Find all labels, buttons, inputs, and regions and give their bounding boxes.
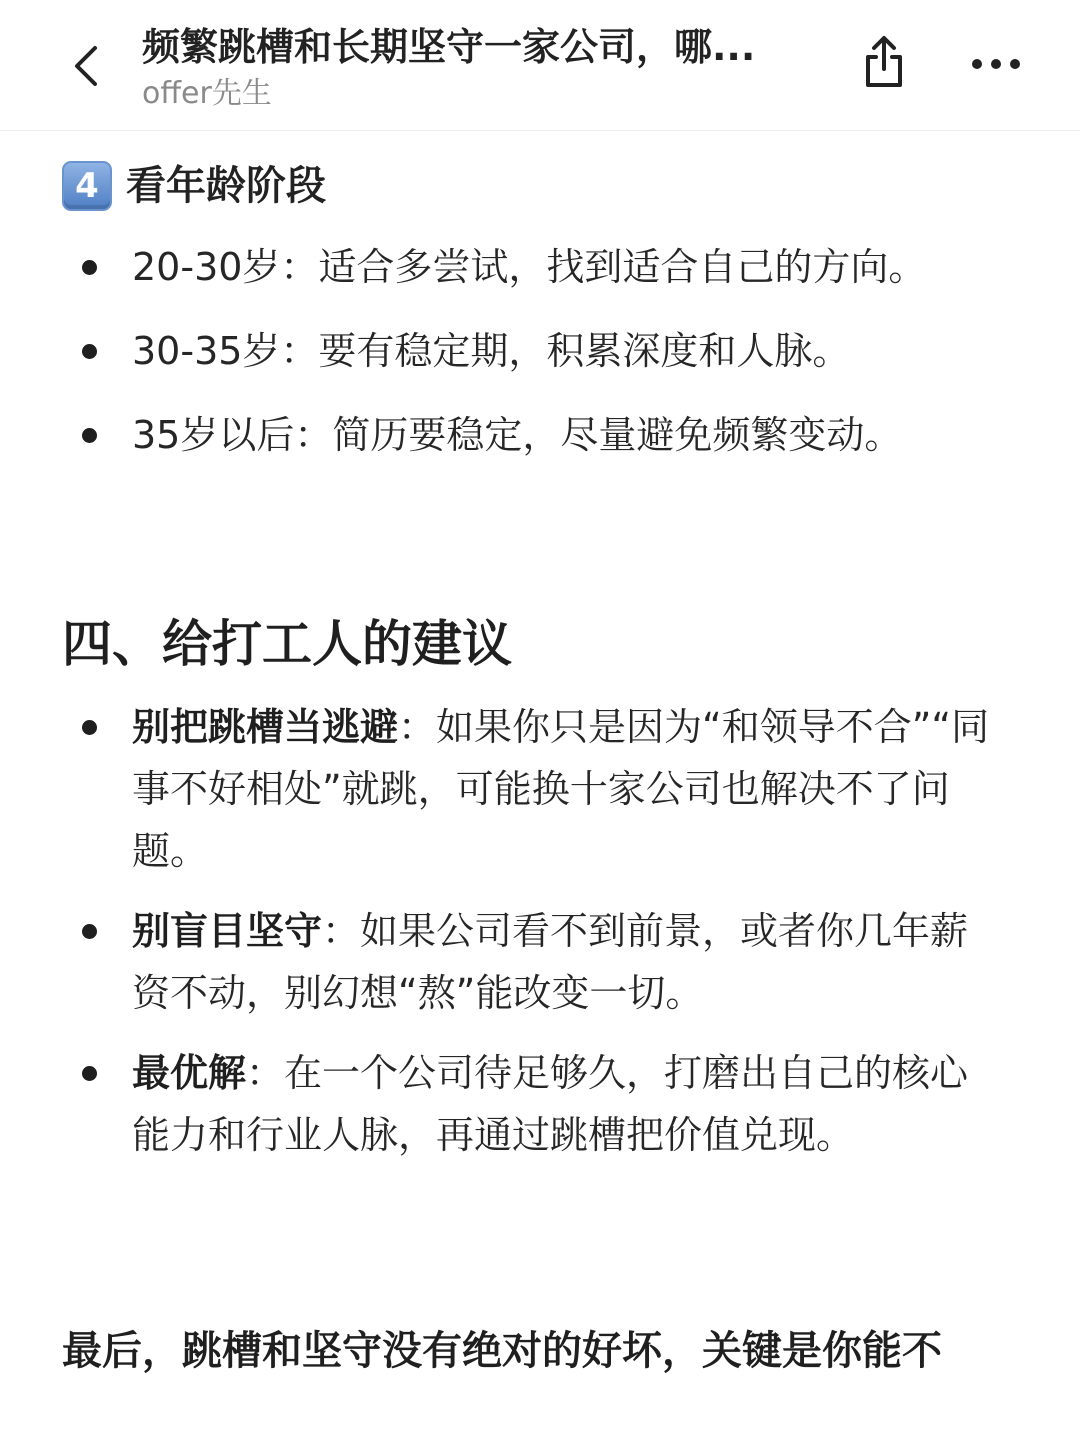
list-item-text: 20-30岁：适合多尝试，找到适合自己的方向。 (132, 245, 927, 289)
chevron-left-icon (71, 44, 101, 88)
list-item (62, 696, 1002, 882)
list-item-text: 30-35岁：要有稳定期，积累深度和人脉。 (132, 329, 851, 373)
more-dots-icon (971, 58, 1021, 70)
advice-label: 别盲目坚守 (132, 909, 323, 953)
list-item (62, 404, 1022, 466)
list-item (62, 236, 1022, 298)
share-icon (862, 35, 906, 89)
advice-text: ：如果你只是因为“和领导不合”“同事不好相处”就跳，可能换十家公司也解决不了问题。 (132, 705, 990, 873)
bullet-icon (82, 1066, 97, 1081)
advice-text: ：在一个公司待足够久，打磨出自己的核心能力和行业人脉，再通过跳槽把价值兑现。 (132, 1051, 969, 1157)
list-item (62, 1042, 1002, 1166)
more-button[interactable] (966, 44, 1026, 84)
note-title: 频繁跳槽和长期坚守一家公司，哪... (142, 25, 756, 69)
bullet-icon (82, 924, 97, 939)
list-item (62, 320, 1022, 382)
bullet-icon (82, 344, 97, 359)
advice-list (62, 696, 1002, 1184)
age-heading-text: 看年龄阶段 (126, 163, 326, 209)
bullet-icon (82, 260, 97, 275)
bullet-icon (82, 428, 97, 443)
list-item (62, 900, 1002, 1024)
age-section-heading (62, 158, 326, 214)
list-item-text: 35岁以后：简历要稳定，尽量避免频繁变动。 (132, 413, 903, 457)
age-list (62, 236, 1022, 488)
back-button[interactable] (62, 40, 110, 92)
advice-text: ：如果公司看不到前景，或者你几年薪资不动，别幻想“熬”能改变一切。 (132, 909, 969, 1015)
advice-label: 别把跳槽当逃避 (132, 705, 399, 749)
top-bar (0, 0, 1080, 131)
share-button[interactable] (856, 32, 912, 92)
advice-section-title: 四、给打工人的建议 (62, 615, 512, 673)
bullet-icon (82, 720, 97, 735)
closing-paragraph: 最后，跳槽和坚守没有绝对的好坏，关键是你能不 (62, 1328, 942, 1374)
advice-label: 最优解 (132, 1051, 247, 1095)
keycap-4-icon: 4 (62, 161, 112, 211)
author-name[interactable]: offer先生 (142, 76, 272, 111)
